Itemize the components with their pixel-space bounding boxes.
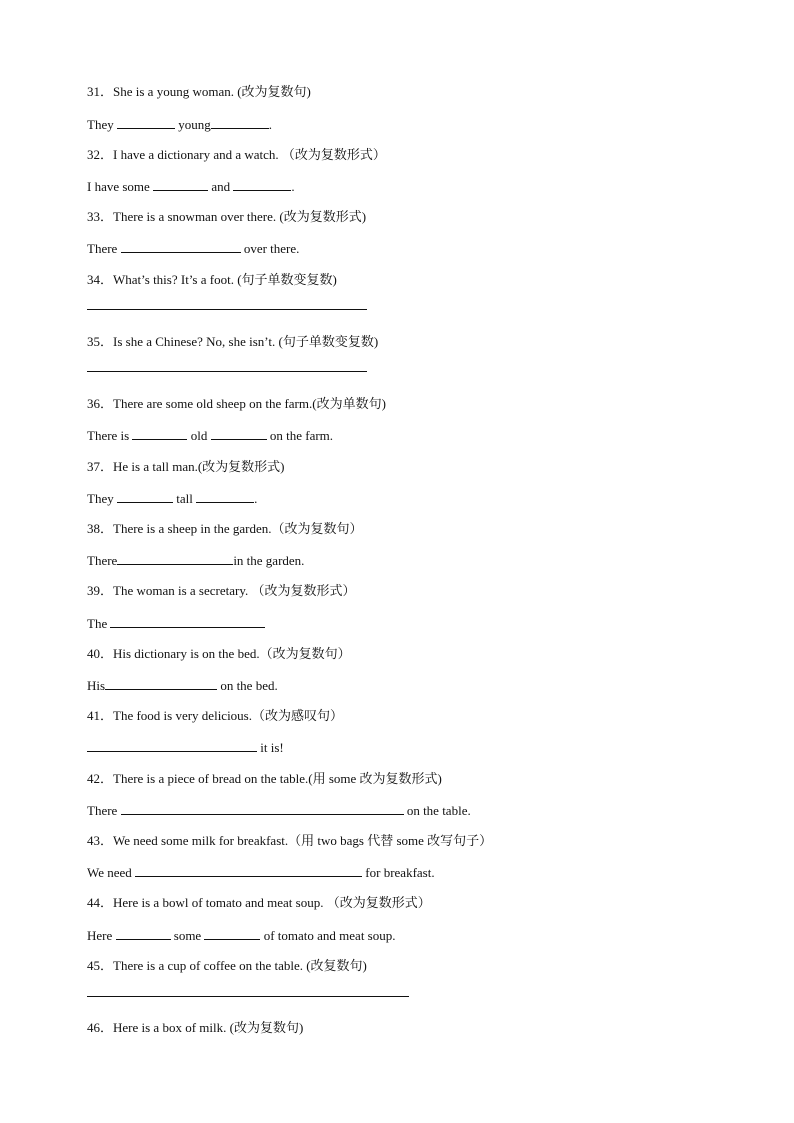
answer-text: on the bed. bbox=[217, 678, 278, 693]
question-44: 44．Here is a bowl of tomato and meat soup. （改为复数形式） bbox=[87, 895, 431, 910]
answer-blank[interactable] bbox=[204, 927, 260, 940]
answer-blank[interactable] bbox=[117, 552, 233, 565]
question-41: 41．The food is very delicious.（改为感叹句） bbox=[87, 708, 343, 723]
answer-44 bbox=[87, 927, 396, 944]
answer-text: in the garden. bbox=[233, 553, 305, 568]
question-32: 32．I have a dictionary and a watch. （改为复数形式） bbox=[87, 147, 386, 162]
answer-text: of tomato and meat soup. bbox=[260, 928, 396, 943]
answer-32 bbox=[87, 178, 295, 195]
answer-blank[interactable] bbox=[211, 116, 269, 129]
answer-blank[interactable] bbox=[117, 490, 173, 503]
answer-text: I have some bbox=[87, 179, 154, 194]
answer-line-34[interactable] bbox=[87, 309, 367, 310]
answer-text: There bbox=[87, 553, 118, 568]
answer-36 bbox=[87, 427, 333, 444]
answer-text: and bbox=[208, 179, 234, 194]
answer-blank[interactable] bbox=[121, 802, 404, 815]
answer-blank[interactable] bbox=[153, 178, 208, 191]
answer-text: There bbox=[87, 803, 121, 818]
answer-40 bbox=[87, 677, 278, 694]
answer-text: . bbox=[268, 117, 272, 132]
answer-blank[interactable] bbox=[87, 739, 257, 752]
answer-text: The bbox=[87, 616, 111, 631]
answer-text: on the farm. bbox=[266, 428, 334, 443]
answer-text: on the table. bbox=[403, 803, 471, 818]
question-36: 36．There are some old sheep on the farm.(改为单数句) bbox=[87, 396, 386, 411]
answer-blank[interactable] bbox=[117, 116, 175, 129]
answer-42 bbox=[87, 802, 471, 819]
answer-41 bbox=[87, 739, 284, 756]
answer-text: We need bbox=[87, 865, 136, 880]
answer-text: They bbox=[87, 117, 117, 132]
answer-text: tall bbox=[172, 491, 197, 506]
answer-text: over there. bbox=[240, 241, 300, 256]
answer-line-45[interactable] bbox=[87, 996, 409, 997]
answer-line-35[interactable] bbox=[87, 371, 367, 372]
answer-39 bbox=[87, 615, 265, 632]
question-42: 42．There is a piece of bread on the table.(用 some 改为复数形式) bbox=[87, 771, 442, 786]
answer-blank[interactable] bbox=[105, 677, 217, 690]
question-37: 37．He is a tall man.(改为复数形式) bbox=[87, 459, 285, 474]
answer-text: old bbox=[187, 428, 211, 443]
question-40: 40．His dictionary is on the bed.（改为复数句） bbox=[87, 646, 351, 661]
answer-text: They bbox=[87, 491, 117, 506]
question-34: 34．What’s this? It’s a foot. (句子单数变复数) bbox=[87, 272, 337, 287]
answer-text: some bbox=[170, 928, 205, 943]
answer-blank[interactable] bbox=[121, 240, 241, 253]
question-39: 39．The woman is a secretary. （改为复数形式） bbox=[87, 583, 356, 598]
answer-31 bbox=[87, 116, 272, 133]
answer-blank[interactable] bbox=[135, 864, 362, 877]
answer-blank[interactable] bbox=[196, 490, 254, 503]
answer-text: His bbox=[87, 678, 106, 693]
answer-33 bbox=[87, 240, 299, 257]
answer-text: young bbox=[174, 117, 211, 132]
question-31: 31．She is a young woman. (改为复数句) bbox=[87, 84, 311, 99]
answer-text: for breakfast. bbox=[362, 865, 435, 880]
question-38: 38．There is a sheep in the garden.（改为复数句） bbox=[87, 521, 363, 536]
answer-text: . bbox=[254, 491, 258, 506]
answer-text: it is! bbox=[257, 740, 284, 755]
answer-text: There is bbox=[87, 428, 133, 443]
answer-blank[interactable] bbox=[132, 427, 187, 440]
answer-blank[interactable] bbox=[110, 615, 265, 628]
question-43: 43．We need some milk for breakfast.（用 two bags 代替 some 改写句子） bbox=[87, 833, 493, 848]
answer-blank[interactable] bbox=[211, 427, 267, 440]
answer-text: There bbox=[87, 241, 121, 256]
answer-text: Here bbox=[87, 928, 116, 943]
question-33: 33．There is a snowman over there. (改为复数形式) bbox=[87, 209, 367, 224]
question-35: 35．Is she a Chinese? No, she isn’t. (句子单数变复数) bbox=[87, 334, 379, 349]
answer-blank[interactable] bbox=[116, 927, 171, 940]
question-45: 45．There is a cup of coffee on the table. (改复数句) bbox=[87, 958, 367, 973]
answer-blank[interactable] bbox=[233, 178, 291, 191]
answer-43 bbox=[87, 864, 435, 881]
answer-37 bbox=[87, 490, 257, 507]
answer-38 bbox=[87, 552, 304, 569]
answer-text: . bbox=[291, 179, 295, 194]
question-46: 46．Here is a box of milk. (改为复数句) bbox=[87, 1020, 304, 1035]
